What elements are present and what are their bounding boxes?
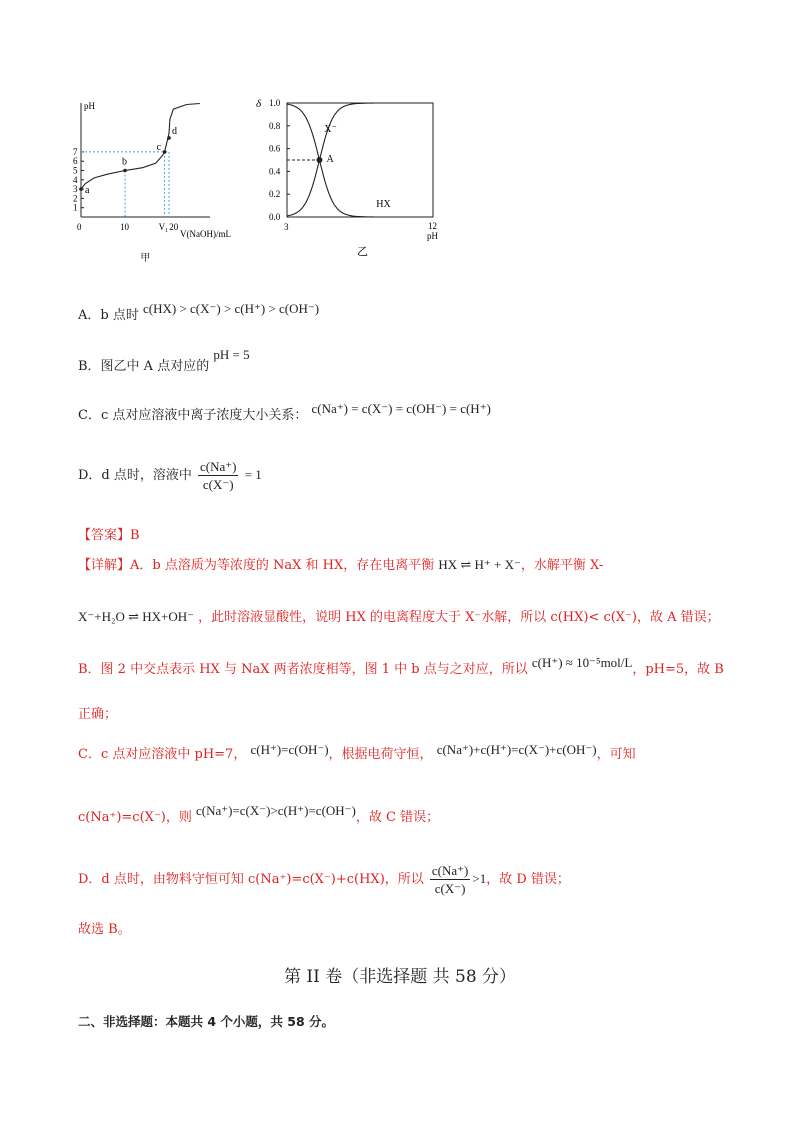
y-axis-label: pH <box>84 101 95 111</box>
distribution-chart <box>250 95 470 270</box>
y-axis-label: δ <box>256 98 262 110</box>
detail-label: 【详解】 <box>78 558 131 573</box>
option-d-fraction <box>198 458 238 493</box>
point-label-c: c <box>156 141 162 153</box>
option-c-prefix: C．c 点对应溶液中离子浓度大小关系： <box>78 408 308 423</box>
x-axis-label: pH <box>427 231 438 241</box>
y-tick-label: 6 <box>73 156 78 167</box>
detail-a-text: A．b 点溶质为等浓度的 NaX 和 HX，存在电离平衡 <box>130 558 435 573</box>
option-d <box>78 458 262 493</box>
answer: 【答案】B <box>78 528 140 543</box>
option-b <box>78 347 250 376</box>
y-tick-label: 0.0 <box>269 212 281 222</box>
detail-line-3 <box>78 655 724 679</box>
y-tick-label: 7 <box>73 146 78 157</box>
y-tick-label: 0.8 <box>269 120 281 131</box>
detail-d-fraction <box>430 862 470 897</box>
section-title: 第 II 卷（非选择题 共 58 分） <box>283 967 517 987</box>
detail-a-conclusion: ，此时溶液显酸性，说明 HX 的电离程度大于 X⁻水解，所以 c(HX)< c(X⁻)，故 A 错误； <box>198 610 720 625</box>
x-tick-label: V₁ <box>158 222 169 232</box>
option-d-prefix: D．d 点时，溶液中 <box>78 468 192 483</box>
y-tick-label: 0.2 <box>269 189 281 200</box>
detail-a-equilibrium: HX ⇌ H⁺ + X⁻ <box>438 557 521 572</box>
detail-c-end: ，可知 <box>596 747 636 762</box>
detail-line-2 <box>78 608 720 627</box>
detail-line-5 <box>78 742 636 764</box>
point-b <box>123 169 127 173</box>
titration-curve <box>81 104 200 190</box>
option-b-prefix: B．图乙中 A 点对应的 <box>78 359 210 374</box>
detail-c-math-1: c(H⁺)=c(OH⁻) <box>250 742 329 757</box>
point-label-a: a <box>85 185 90 197</box>
option-a <box>78 301 320 325</box>
x-tick-label: 3 <box>284 222 289 232</box>
detail-line-1 <box>78 556 603 575</box>
detail-line-6 <box>78 803 440 827</box>
detail-conclusion: 故选 B。 <box>78 922 131 937</box>
detail-d-numerator: c(Na⁺) <box>431 863 469 878</box>
point-d <box>167 136 171 140</box>
series-x-minus <box>287 103 433 216</box>
x-tick-label: 0 <box>77 222 82 232</box>
detail-line-7 <box>78 862 570 897</box>
option-a-prefix: A．b 点时 <box>78 308 139 323</box>
detail-b-correct: 正确； <box>78 707 118 722</box>
x-tick-label: 10 <box>120 222 129 232</box>
option-a-math: c(HX) > c(X⁻) > c(H⁺) > c(OH⁻) <box>142 301 320 316</box>
x-axis-label: V(NaOH)/mL <box>180 229 231 239</box>
detail-b-end: ，pH=5，故 B <box>632 662 724 677</box>
detail-c-text: C．c 点对应溶液中 pH=7， <box>78 747 247 762</box>
series-hx <box>287 104 433 217</box>
point-c <box>163 150 167 154</box>
y-tick-label: 5 <box>73 165 78 176</box>
detail-d-end: ，故 D 错误； <box>486 872 570 887</box>
x-tick-label: 12 <box>428 221 437 231</box>
y-tick-label: 4 <box>73 174 78 185</box>
detail-d-gt: >1 <box>472 871 487 886</box>
option-b-math: pH = 5 <box>213 347 250 362</box>
point-label-b: b <box>122 156 127 168</box>
y-tick-label: 3 <box>73 184 78 195</box>
y-tick-label: 0.6 <box>269 143 281 154</box>
detail-b-math: c(H⁺) ≈ 10⁻⁵mol/L <box>531 655 633 670</box>
x-tick-label: 20 <box>169 222 179 232</box>
y-tick-label: 1.0 <box>269 98 281 108</box>
option-c-math: c(Na⁺) = c(X⁻) = c(OH⁻) = c(H⁺) <box>311 401 491 416</box>
detail-b-text: B．图 2 中交点表示 HX 与 NaX 两者浓度相等，图 1 中 b 点与之对应，所以 <box>78 662 528 677</box>
chart-caption: 乙 <box>357 246 368 258</box>
option-d-denominator: c(X⁻) <box>202 477 234 492</box>
point-a-label: A <box>326 154 334 165</box>
detail-hydrolysis: X⁻+H₂O ⇌ HX+OH⁻ <box>78 609 195 624</box>
chart-caption: 甲 <box>140 253 151 264</box>
option-d-suffix: = 1 <box>244 467 262 482</box>
detail-d-denominator: c(X⁻) <box>434 881 466 896</box>
option-d-numerator: c(Na⁺) <box>200 459 237 474</box>
detail-c-text-2: c(Na⁺)=c(X⁻)，则 <box>78 810 192 825</box>
detail-c-math-2: c(Na⁺)+c(H⁺)=c(X⁻)+c(OH⁻) <box>436 742 597 757</box>
y-tick-label: 0.4 <box>269 166 281 177</box>
y-tick-label: 2 <box>73 193 78 204</box>
point-label-d: d <box>172 125 177 137</box>
titration-chart <box>60 95 260 270</box>
option-c <box>78 401 491 425</box>
y-tick-label: 1 <box>73 202 78 213</box>
point-a <box>316 157 322 163</box>
series-label-hx: HX <box>376 199 391 211</box>
section-heading: 二、非选择题：本题共 4 个小题，共 58 分。 <box>78 1014 335 1029</box>
detail-a-end: ，水解平衡 X- <box>520 558 604 573</box>
point-a <box>79 187 83 191</box>
detail-c-math-3: c(Na⁺)=c(X⁻)>c(H⁺)=c(OH⁻) <box>196 803 356 818</box>
detail-c-mid: ，根据电荷守恒， <box>328 747 433 762</box>
detail-c-conclusion: ，故 C 错误； <box>355 810 440 825</box>
detail-d-text: D．d 点时，由物料守恒可知 c(Na⁺)=c(X⁻)+c(HX)，所以 <box>78 872 424 887</box>
series-label-x-minus: X⁻ <box>324 123 337 135</box>
